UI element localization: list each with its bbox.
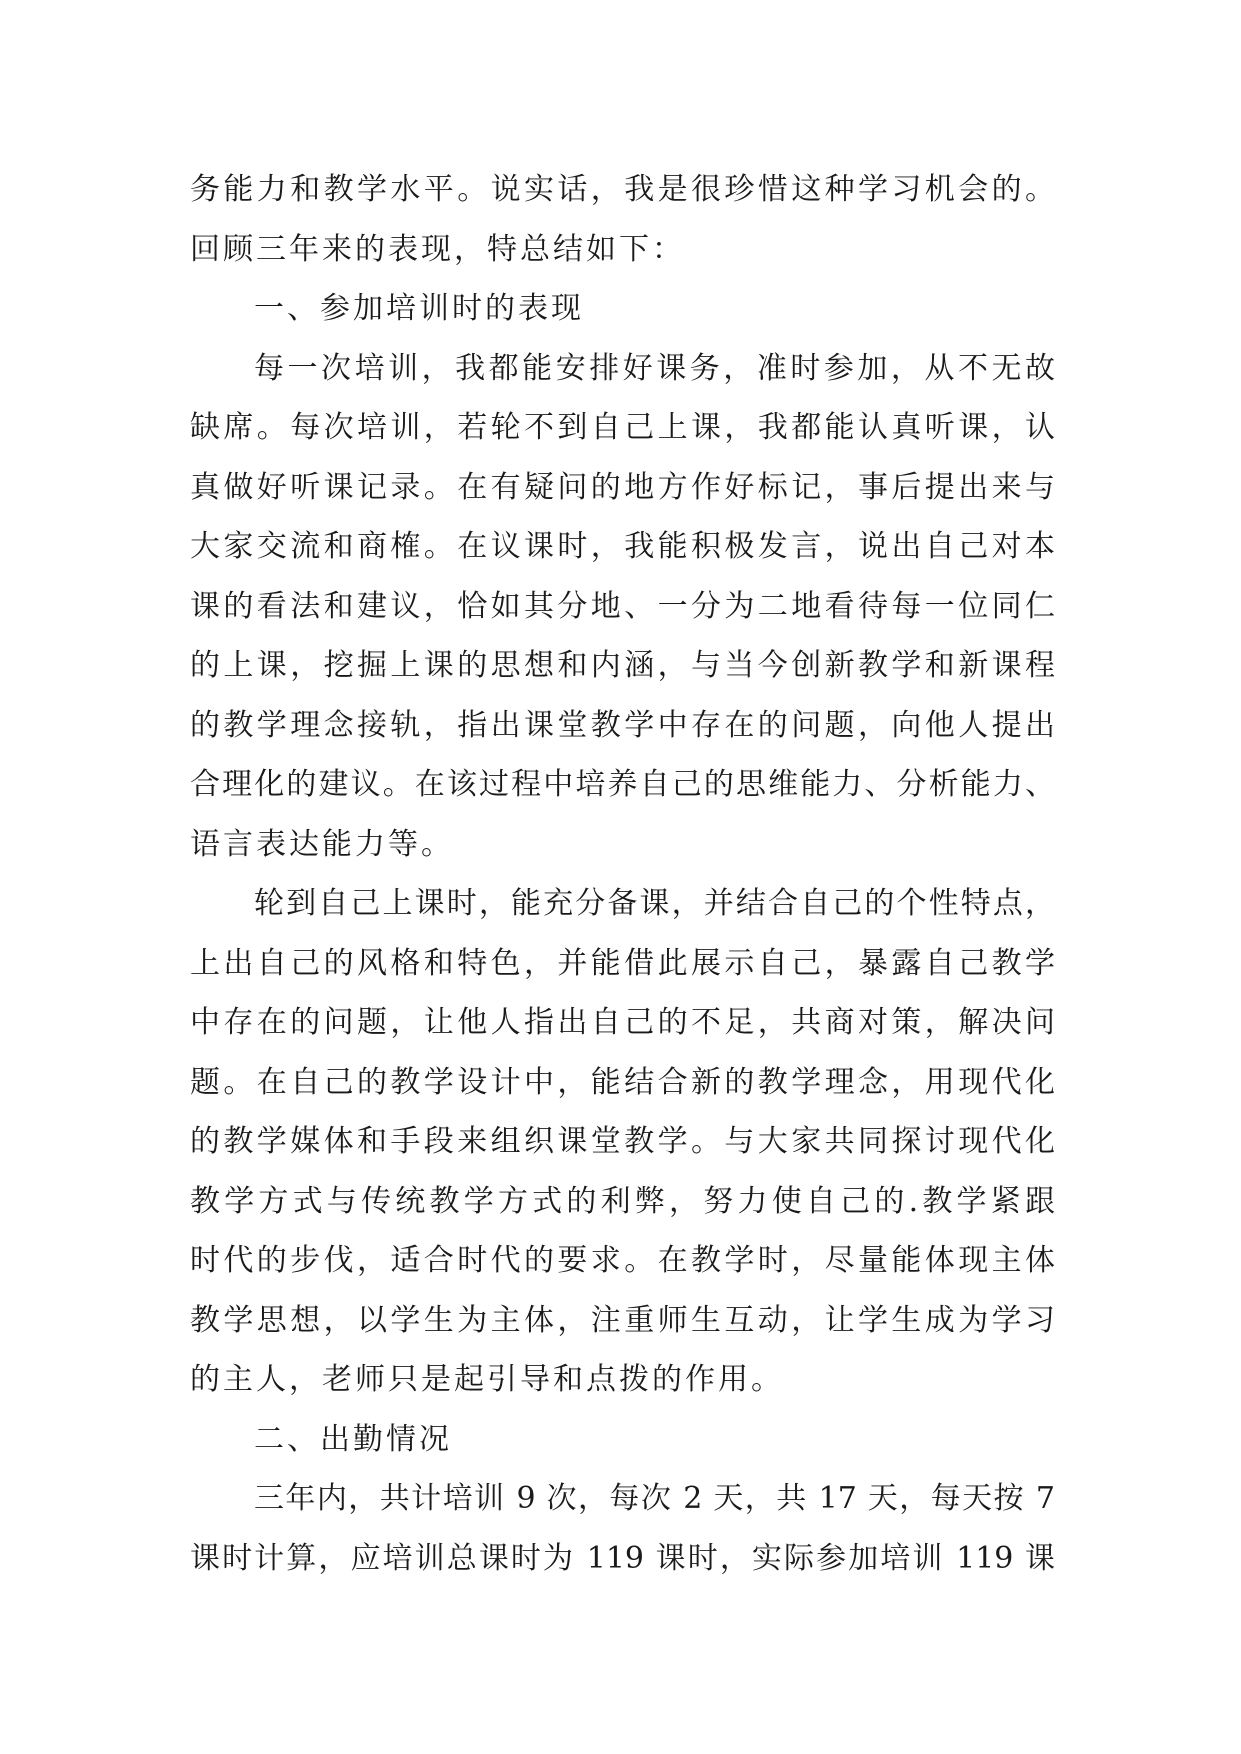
text-line: 中存在的问题，让他人指出自己的不足，共商对策，解决问 [190, 1005, 1055, 1040]
text-line: 语言表达能力等。 [190, 826, 454, 862]
text-line: 轮到自己上课时，能充分备课，并结合自己的个性特点， [254, 886, 1055, 921]
text-line: 教学方式与传统教学方式的利弊，努力使自己的.教学紧跟 [190, 1183, 1055, 1219]
text-line: 三年内，共计培训 9 次，每次 2 天，共 17 天，每天按 7 [254, 1481, 1055, 1516]
text-line: 题。在自己的教学设计中，能结合新的教学理念，用现代化 [190, 1064, 1055, 1100]
text-line: 的主人，老师只是起引导和点拨的作用。 [190, 1362, 784, 1397]
text-line: 真做好听课记录。在有疑问的地方作好标记，事后提出来与 [190, 469, 1055, 505]
text-line: 教学思想，以学生为主体，注重师生互动，让学生成为学习 [190, 1302, 1055, 1338]
text-line: 缺席。每次培训，若轮不到自己上课，我都能认真听课，认 [190, 410, 1055, 445]
text-line: 的教学媒体和手段来组织课堂教学。与大家共同探讨现代化 [190, 1124, 1055, 1159]
text-line: 大家交流和商榷。在议课时，我能积极发言，说出自己对本 [190, 529, 1055, 564]
section-heading: 一、参加培训时的表现 [254, 291, 584, 326]
text-line: 课时计算，应培训总课时为 119 课时，实际参加培训 119 课 [190, 1540, 1055, 1576]
text-line: 每一次培训，我都能安排好课务，准时参加，从不无故 [254, 350, 1055, 386]
text-line: 上出自己的风格和特色，并能借此展示自己，暴露自己教学 [190, 945, 1055, 981]
section-heading: 二、出勤情况 [254, 1421, 452, 1457]
document-body [190, 160, 1055, 1588]
text-line: 的上课，挖掘上课的思想和内涵，与当今创新教学和新课程 [190, 648, 1055, 683]
text-line: 合理化的建议。在该过程中培养自己的思维能力、分析能力、 [190, 767, 1055, 802]
text-line: 务能力和教学水平。说实话，我是很珍惜这种学习机会的。 [190, 172, 1055, 207]
text-line: 时代的步伐，适合时代的要求。在教学时，尽量能体现主体 [190, 1243, 1055, 1278]
text-line: 的教学理念接轨，指出课堂教学中存在的问题，向他人提出 [190, 707, 1055, 743]
text-line: 回顾三年来的表现，特总结如下： [190, 231, 685, 267]
text-line: 课的看法和建议，恰如其分地、一分为二地看待每一位同仁 [190, 588, 1055, 624]
